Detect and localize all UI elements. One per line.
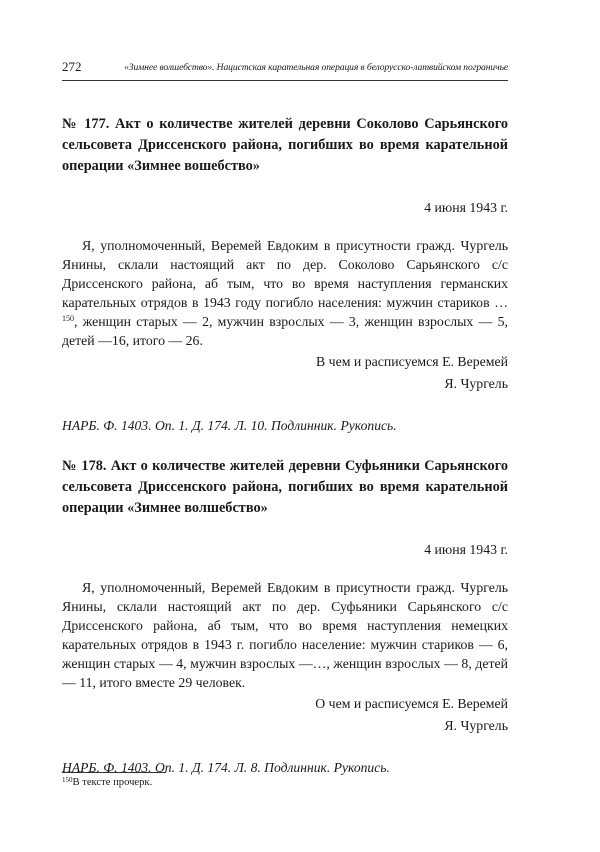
document-date: 4 июня 1943 г. — [424, 200, 508, 215]
footnote — [62, 776, 152, 790]
running-title: «Зимнее волшебство». Нацистская карательная операция в белорусско-латвийском пограничье — [124, 62, 508, 73]
document-date: 4 июня 1943 г. — [424, 542, 508, 557]
archive-source: НАРБ. Ф. 1403. Оп. 1. Д. 174. Л. 8. Подлинник. Рукопись. — [62, 760, 390, 775]
document-body — [62, 236, 508, 350]
body-text: Я, уполномоченный, Веремей Евдоким в присутности гражд. Чургель Янины, склали настоящий акт по дер. Соколово Сарьянского с/с Дриссенского района, аб тым, что во время наступления германских карательных отрядов в 1943 году погибло населения: мужчин стариков … — [62, 238, 508, 310]
document-title: № 178. Акт о количестве жителей деревни Суфьяники Сарьянского сельсовета Дриссенского района, погибших во время карательной операции «Зимнее волшебство» — [62, 458, 508, 516]
page-number: 272 — [62, 59, 82, 74]
running-head — [62, 60, 508, 78]
archive-source: НАРБ. Ф. 1403. Оп. 1. Д. 174. Л. 10. Подлинник. Рукопись. — [62, 418, 397, 433]
document-body: Я, уполномоченный, Веремей Евдоким в присутности гражд. Чургель Янины, склали настоящий акт по дер. Суфьяники Сарьянского с/с Дриссенского района, аб тым, что во время наступления немецких карательных отрядов в 1943 г. погибло население: мужчин стариков — 6, женщин старых — 4, мужчин взрослых —…, женщин взрослых — 8, детей — 11, итого вместе 29 человек. — [62, 580, 508, 690]
signature-line: В чем и расписуемся Е. Веремей — [316, 354, 508, 369]
page — [62, 0, 508, 852]
footnote-rule — [62, 772, 166, 773]
document-178 — [62, 456, 508, 778]
document-title: № 177. Акт о количестве жителей деревни Соколово Сарьянского сельсовета Дриссенского района, погибших во время карательной операции «Зимнее вошебство» — [62, 116, 508, 174]
signature-name: Я. Чургель — [444, 376, 508, 391]
footnote-text: В тексте прочерк. — [72, 777, 153, 788]
footnote-number: 150 — [62, 776, 73, 784]
footnote-reference[interactable]: 150 — [62, 314, 74, 323]
body-text-continued: , женщин старых — 2, мужчин взрослых — 3, женщин взрослых — 5, детей —16, итого — 26. — [62, 314, 508, 348]
signature-name: Я. Чургель — [444, 718, 508, 733]
document-177 — [62, 114, 508, 436]
header-rule — [62, 80, 508, 81]
signature-line: О чем и расписуемся Е. Веремей — [315, 696, 508, 711]
